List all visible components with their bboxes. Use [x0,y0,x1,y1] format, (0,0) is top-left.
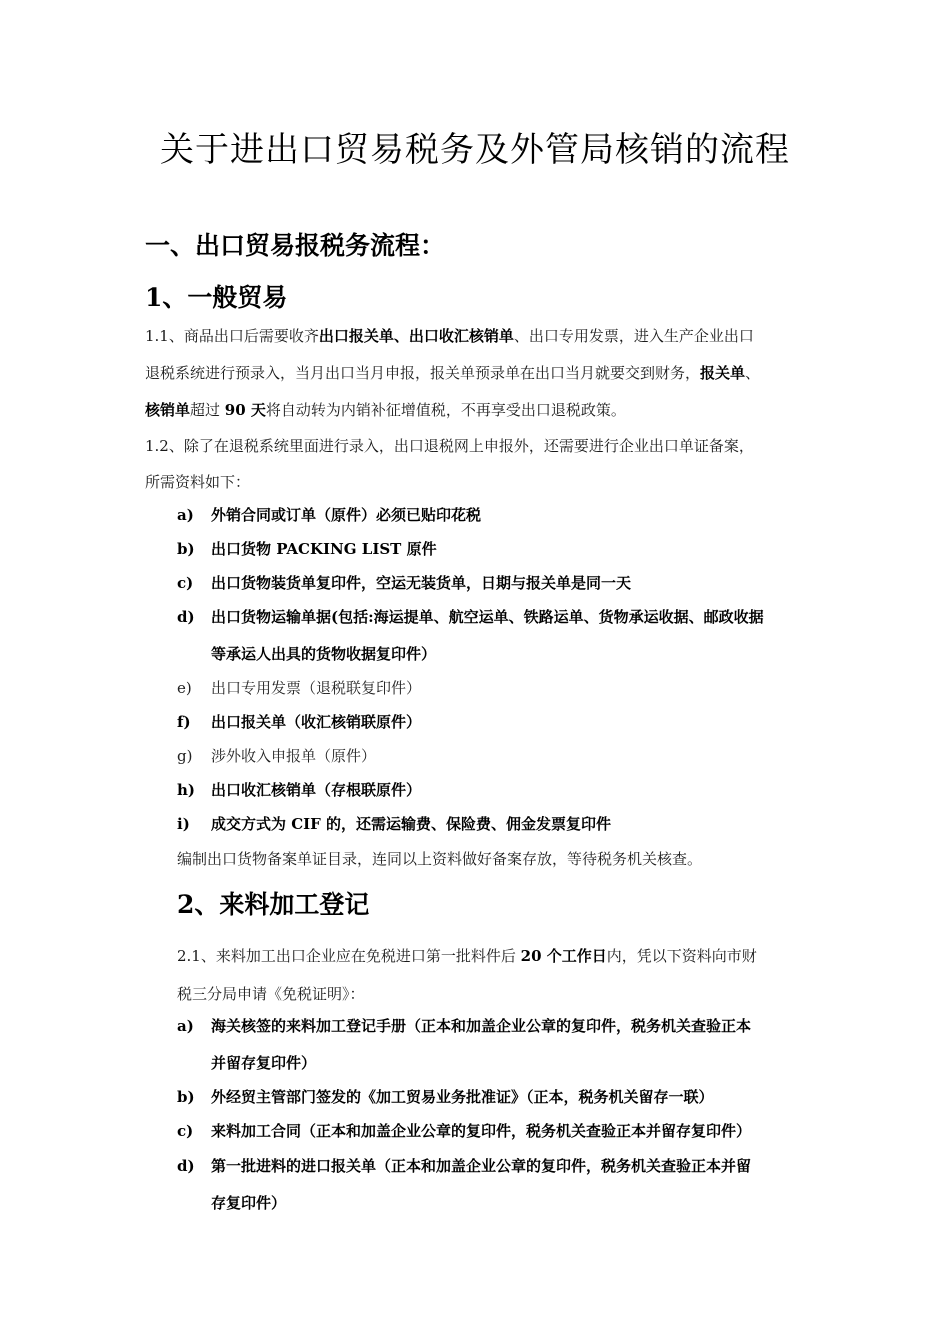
document-title: 关于进出口贸易税务及外管局核销的流程 [160,130,790,170]
subsection-heading-processing-registration: 2、来料加工登记 [177,890,370,919]
paragraph-1-1-line-3: 核销单超过 90 天将自动转为内销补征增值税，不再享受出口退税政策。 [145,401,626,419]
paragraph-1-1-line-1: 1.1、商品出口后需要收齐出口报关单、出口收汇核销单、出口专用发票，进入生产企业出口 [145,327,754,345]
document-page: 关于进出口贸易税务及外管局核销的流程 一、出口贸易报税务流程： 1、一般贸易 1.1、商品出口后需要收齐出口报关单、出口收汇核销单、出口专用发票，进入生产企业出口 退税系统进行预录入，当月出口当月申报，报关单预录单在出口当月就要交到财务，报关单、 核销单超过 90 天将自动转为内销补征增值税，不再享受出口退税政策。 1.2、除了在退税系统里面进行录入，出口退税网上申报外，还需要进行企业出口单证备案， 所需资料如下： a) 外销合同或订单（原件）必须已贴印花税 b) 出口货物 PACKING LIST 原件 c) 出口货物装货单复印件，空运无装货单，日期与报关单是同一天 d) 出口货物运输单据(包括:海运提单、航空运单、铁路运单、货物承运收据、邮政收据 等承运人出具的货物收据复印件） e) 出口专用发票（退税联复印件） f) 出口报关单（收汇核销联原件） g) 涉外收入申报单（原件） h) 出口收汇核销单（存根联原件） i) 成交方式为 CIF 的，还需运输费、保险费、佣金发票复印件 编制出口货物备案单证目录，连同以上资料做好备案存放，等待税务机关核查。 2、来料加工登记 2.1、来料加工出口企业应在免税进口第一批料件后 20 个工作日内，凭以下资料向市财 税三分局申请《免税证明》： a) 海关核签的来料加工登记手册（正本和加盖企业公章的复印件，税务机关查验正本 并留存复印件） b) 外经贸主管部门签发的《加工贸易业务批准证》（正本，税务机关留存一联） c) 来料加工合同（正本和加盖企业公章的复印件，税务机关查验正本并留存复印件） d) 第一批进料的进口报关单（正本和加盖企业公章的复印件，税务机关查验正本并留 存复印件） [0,0,950,1344]
list-item-continuation: 等承运人出具的货物收据复印件） [211,645,437,663]
list-item-continuation: 存复印件） [211,1194,287,1212]
section-heading-export-tax: 一、出口贸易报税务流程： [145,231,446,260]
list-item-continuation: 并留存复印件） [211,1054,317,1072]
paragraph-1-2-line-2: 所需资料如下： [145,473,251,491]
paragraph-2-1-line-2: 税三分局申请《免税证明》： [177,985,365,1003]
archive-note: 编制出口货物备案单证目录，连同以上资料做好备案存放，等待税务机关核查。 [177,850,703,868]
paragraph-1-1-line-2: 退税系统进行预录入，当月出口当月申报，报关单预录单在出口当月就要交到财务，报关单、 [145,364,761,382]
paragraph-2-1-line-1: 2.1、来料加工出口企业应在免税进口第一批料件后 20 个工作日内，凭以下资料向市财 [177,947,757,965]
paragraph-1-2-line-1: 1.2、除了在退税系统里面进行录入，出口退税网上申报外，还需要进行企业出口单证备案， [145,437,754,455]
subsection-heading-general-trade: 1、一般贸易 [145,283,288,312]
